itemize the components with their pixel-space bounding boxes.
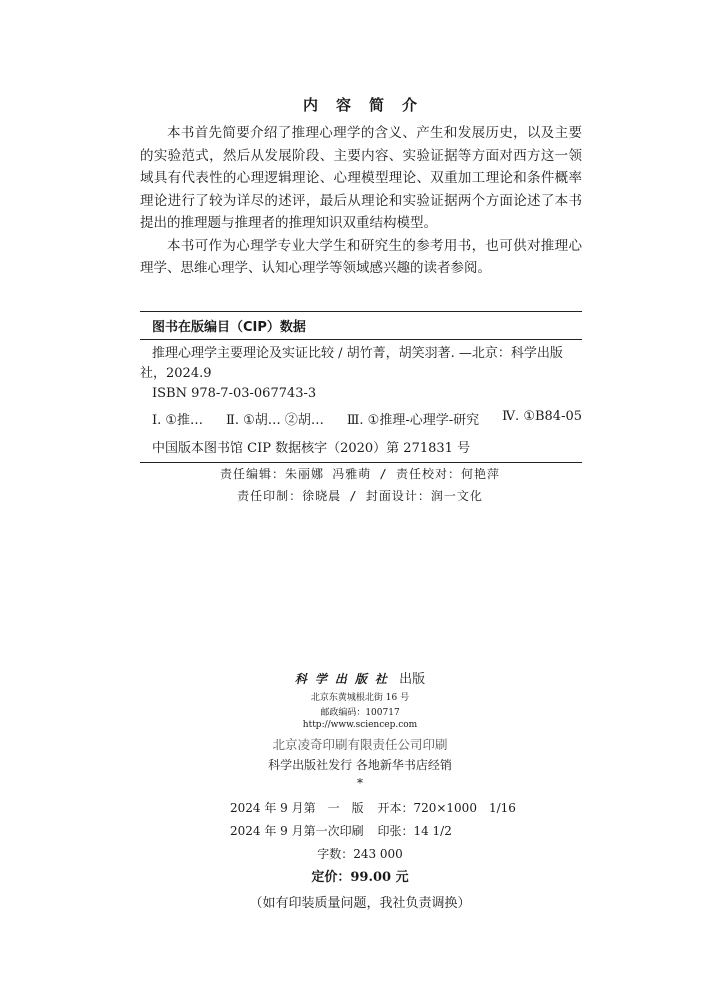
summary-title: 内容简介 bbox=[302, 96, 435, 114]
edition-row-2 bbox=[230, 822, 530, 839]
cip-classifier: Ⅰ. ①推… bbox=[152, 413, 204, 428]
publisher-logo: 科学出版社 bbox=[294, 672, 395, 686]
cip-classifier: Ⅳ. ①B84-05 bbox=[502, 409, 582, 424]
cip-classifier: Ⅲ. ①推理-心理学-研究 bbox=[346, 413, 480, 428]
cip-divider bbox=[140, 339, 582, 340]
cip-isbn: ISBN 978-7-03-067743-3 bbox=[152, 386, 317, 401]
sheets: 印张：14 1/2 bbox=[377, 824, 452, 838]
cip-entry: 推理心理学主要理论及实证比较 / 胡竹菁，胡笑羽著. —北京：科学出版社，2024.9 bbox=[140, 346, 563, 381]
cip-record: 中国版本图书馆 CIP 数据核字（2020）第 271831 号 bbox=[152, 441, 471, 456]
distributor: 科学出版社发行 各地新华书店经销 bbox=[268, 758, 452, 772]
cip-classifier: Ⅱ. ①胡… ②胡… bbox=[226, 413, 324, 428]
word-count: 字数：243 000 bbox=[317, 847, 403, 861]
cip-box bbox=[140, 311, 582, 463]
format: 开本：720×1000 1/16 bbox=[377, 801, 516, 815]
edition-date: 2024 年 9 月第 一 版 bbox=[230, 801, 364, 815]
responsibility-line-2: 责任印制：徐晓晨 / 封面设计：润一文化 bbox=[237, 489, 483, 503]
summary-body bbox=[140, 122, 582, 280]
publisher-address: 北京东黄城根北街 16 号 bbox=[310, 693, 410, 703]
summary-paragraph-2: 本书可作为心理学专业大学生和研究生的参考用书，也可供对推理心理学、思维心理学、认知心理学等领域感兴趣的读者参阅。 bbox=[140, 237, 582, 276]
publisher-name bbox=[0, 668, 720, 687]
responsibility-line-1: 责任编辑：朱丽娜 冯雅萌 / 责任校对：何艳萍 bbox=[220, 467, 500, 481]
publisher-suffix: 出版 bbox=[399, 672, 426, 687]
summary-paragraph-1: 本书首先简要介绍了推理心理学的含义、产生和发展历史，以及主要的实验范式，然后从发展阶段、主要内容、实验证据等方面对西方这一领域具有代表性的心理逻辑理论、心理模型理论、双重加工理论和条件概率理论进行了较为详尽的述评，最后从理论和实验证据两个方面论述了本书提出的推理题与推理者的推理知识双重结构模型。 bbox=[140, 125, 582, 231]
edition-row-1 bbox=[230, 799, 530, 816]
publisher-website: http://www.sciencep.com bbox=[302, 720, 418, 730]
print-date: 2024 年 9 月第一次印刷 bbox=[230, 824, 364, 838]
publisher-postcode: 邮政编码：100717 bbox=[320, 708, 400, 718]
printer: 北京凌奇印刷有限责任公司印刷 bbox=[272, 737, 448, 752]
cip-classifiers bbox=[152, 409, 582, 428]
quality-notice: （如有印装质量问题，我社负责调换） bbox=[249, 896, 471, 911]
price: 定价：99.00 元 bbox=[311, 870, 409, 885]
cip-heading: 图书在版编目（CIP）数据 bbox=[152, 320, 306, 335]
separator-star: * bbox=[357, 776, 363, 790]
